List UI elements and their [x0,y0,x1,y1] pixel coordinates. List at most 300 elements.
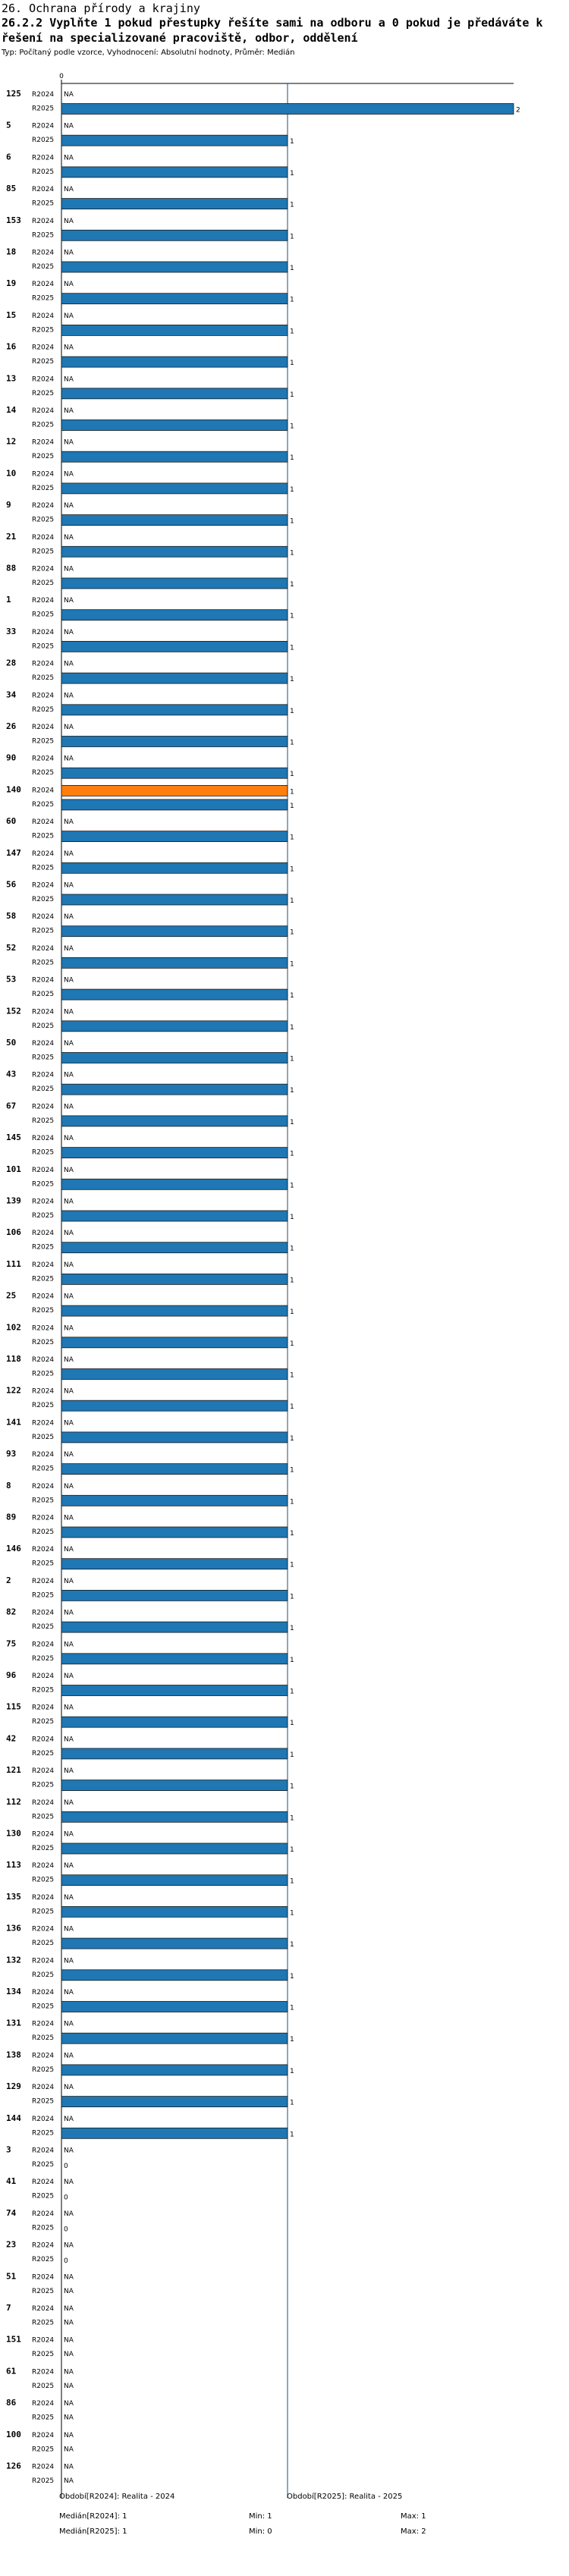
na-label: NA [64,2273,74,2282]
legend-period-2024: Období[R2024]: Realita - 2024 [59,2493,175,2501]
bar [61,862,288,873]
category-label: 153 [6,215,21,225]
category-label: 121 [6,1765,21,1776]
category-label: 6 [6,152,11,162]
data-label: 1 [290,233,294,241]
series-label: R2024 [32,755,55,763]
bar [61,1811,288,1822]
category-label: 147 [6,847,21,858]
series-label: R2024 [32,502,55,510]
series-label: R2025 [32,2351,55,2359]
bar [61,1305,288,1316]
na-label: NA [64,1957,74,1965]
series-label: R2024 [32,1008,55,1016]
series-label: R2025 [32,231,55,240]
data-label: 1 [290,1972,294,1981]
data-label: 1 [290,771,294,779]
bar [61,894,288,905]
na-label: NA [64,660,74,668]
data-label: 1 [290,391,294,399]
stat-max-2024: Max: 1 [401,2512,426,2521]
data-label: 1 [290,612,294,620]
series-label: R2024 [32,1040,55,1048]
data-label: 1 [290,1371,294,1380]
category-label: 141 [6,1417,21,1428]
data-label: 1 [290,2036,294,2044]
bar [61,451,288,462]
bar [61,104,514,115]
series-label: R2025 [32,1085,55,1094]
bar [61,1843,288,1854]
category-label: 58 [6,911,17,922]
category-label: 3 [6,2144,11,2155]
category-label: 102 [6,1322,21,1333]
category-label: 132 [6,1955,21,1965]
series-label: R2025 [32,2477,55,2485]
series-label: R2024 [32,1103,55,1111]
na-label: NA [64,755,74,763]
na-label: NA [64,1451,74,1459]
category-label: 101 [6,1164,21,1174]
series-label: R2025 [32,358,55,366]
na-label: NA [64,186,74,194]
series-label: R2024 [32,375,55,384]
data-label: 1 [290,676,294,684]
category-label: 135 [6,1891,21,1902]
series-label: R2024 [32,1198,55,1206]
category-label: 21 [6,531,17,542]
series-label: R2024 [32,1135,55,1143]
series-label: R2024 [32,407,55,415]
series-label: R2024 [32,1356,55,1364]
na-label: NA [64,1040,74,1048]
bar [61,1053,288,1063]
bar [61,1559,288,1569]
na-label: NA [64,1230,74,1238]
series-label: R2024 [32,1609,55,1617]
data-label: 0 [64,2163,68,2170]
series-label: R2024 [32,1830,55,1839]
bar [61,1527,288,1538]
series-label: R2024 [32,344,55,352]
data-label: 1 [290,992,294,1001]
series-label: R2024 [32,2210,55,2218]
data-label: 1 [290,454,294,463]
data-label: 1 [290,1245,294,1253]
category-label: 85 [6,184,17,194]
na-label: NA [64,1704,74,1712]
data-label: 1 [290,1720,294,1728]
series-label: R2025 [32,516,55,524]
series-label: R2025 [32,674,55,683]
bar [61,673,288,683]
series-label: R2024 [32,312,55,320]
series-label: R2024 [32,1230,55,1238]
bar [61,785,288,796]
series-label: R2024 [32,438,55,447]
series-label: R2025 [32,105,55,113]
na-label: NA [64,2414,74,2422]
data-label: 1 [290,1466,294,1475]
series-label: R2024 [32,1925,55,1934]
data-label: 1 [290,423,294,431]
series-label: R2025 [32,2129,55,2138]
data-label: 1 [290,2067,294,2075]
bar [61,1970,288,1981]
data-label: 1 [290,707,294,715]
bar [61,1622,288,1632]
bar [61,420,288,431]
category-label: 130 [6,1828,21,1839]
series-label: R2024 [32,724,55,731]
page-title: 26. Ochrana přírody a krajiny [2,2,200,15]
series-label: R2024 [32,944,55,953]
data-label: 1 [290,1403,294,1412]
na-label: NA [64,2336,74,2345]
series-label: R2024 [32,2273,55,2282]
category-label: 93 [6,1449,17,1459]
na-label: NA [64,91,74,99]
na-label: NA [64,2431,74,2439]
series-label: R2024 [32,1293,55,1301]
bar [61,641,288,652]
series-label: R2025 [32,2224,55,2232]
series-label: R2025 [32,1275,55,1283]
series-label: R2025 [32,864,55,872]
series-label: R2024 [32,2241,55,2250]
na-label: NA [64,1293,74,1301]
category-label: 43 [6,1069,17,1079]
data-label: 1 [290,1751,294,1759]
series-label: R2024 [32,2400,55,2408]
category-label: 113 [6,1860,21,1871]
series-label: R2025 [32,705,55,714]
series-label: R2024 [32,850,55,858]
category-label: 18 [6,247,17,257]
series-label: R2024 [32,2431,55,2439]
na-label: NA [64,1261,74,1269]
na-label: NA [64,944,74,953]
series-label: R2024 [32,154,55,162]
na-label: NA [64,1830,74,1839]
series-label: R2025 [32,800,55,809]
na-label: NA [64,1324,74,1333]
series-label: R2024 [32,2020,55,2028]
category-label: 145 [6,1132,21,1143]
category-label: 138 [6,2050,21,2060]
na-label: NA [64,2477,74,2485]
na-label: NA [64,1893,74,1902]
series-label: R2024 [32,2147,55,2155]
series-label: R2024 [32,2463,55,2471]
bar [61,1337,288,1348]
series-label: R2024 [32,660,55,668]
series-label: R2024 [32,628,55,636]
series-label: R2025 [32,1338,55,1346]
na-label: NA [64,1071,74,1079]
series-label: R2025 [32,2446,55,2454]
series-label: R2024 [32,1862,55,1871]
na-label: NA [64,375,74,384]
series-label: R2025 [32,927,55,935]
series-label: R2025 [32,1528,55,1536]
category-label: 96 [6,1670,17,1680]
bar [61,1116,288,1126]
data-label: 1 [290,2099,294,2107]
category-label: 136 [6,1923,21,1934]
series-label: R2025 [32,2414,55,2422]
na-label: NA [64,1641,74,1649]
na-label: NA [64,2319,74,2327]
category-label: 122 [6,1385,21,1396]
series-label: R2025 [32,1402,55,1410]
bar [61,1875,288,1886]
series-label: R2025 [32,137,55,145]
series-label: R2025 [32,1117,55,1125]
series-label: R2024 [32,1704,55,1712]
data-label: 1 [290,169,294,177]
series-label: R2025 [32,2161,55,2169]
series-label: R2024 [32,533,55,542]
bar [61,388,288,399]
series-label: R2024 [32,1798,55,1807]
bar [61,546,288,557]
na-label: NA [64,1482,74,1491]
bar [61,1369,288,1380]
category-label: 41 [6,2176,17,2187]
series-label: R2025 [32,263,55,271]
data-label: 1 [290,739,294,747]
bar [61,515,288,526]
bar [61,1654,288,1664]
na-label: NA [64,2179,74,2187]
data-label: 1 [290,1498,294,1506]
data-label: 1 [290,1593,294,1601]
data-label: 1 [290,960,294,969]
series-label: R2024 [32,1419,55,1428]
na-label: NA [64,1103,74,1111]
data-label: 1 [290,1340,294,1348]
series-label: R2025 [32,326,55,335]
data-label: 1 [290,485,294,494]
data-label: 0 [64,2226,68,2234]
data-label: 1 [290,1688,294,1696]
series-label: R2025 [32,2066,55,2074]
bar [61,737,288,747]
series-label: R2024 [32,1673,55,1680]
series-label: R2025 [32,580,55,587]
bar [61,294,288,304]
na-label: NA [64,2084,74,2092]
series-label: R2024 [32,1893,55,1902]
series-label: R2024 [32,692,55,700]
na-label: NA [64,850,74,858]
stat-median-2025: Medián[R2025]: 1 [59,2527,127,2536]
series-label: R2024 [32,2336,55,2345]
bar [61,1148,288,1158]
category-label: 52 [6,942,17,953]
na-label: NA [64,597,74,605]
category-label: 16 [6,341,17,352]
series-label: R2025 [32,294,55,303]
category-label: 25 [6,1290,17,1301]
bar [61,768,288,778]
category-label: 86 [6,2398,17,2408]
na-label: NA [64,1767,74,1776]
category-label: 129 [6,2081,21,2092]
series-label: R2025 [32,484,55,492]
category-label: 100 [6,2429,21,2439]
category-label: 34 [6,690,17,700]
series-label: R2025 [32,1433,55,1441]
na-label: NA [64,533,74,542]
na-label: NA [64,2241,74,2250]
category-label: 5 [6,120,11,130]
category-label: 106 [6,1227,21,1238]
series-label: R2025 [32,548,55,556]
stat-min-2024: Min: 1 [249,2512,272,2521]
bar [61,135,288,146]
data-label: 1 [290,1023,294,1032]
series-label: R2024 [32,881,55,890]
series-label: R2025 [32,769,55,778]
na-label: NA [64,154,74,162]
bar [61,578,288,589]
data-label: 0 [64,2257,68,2266]
series-label: R2024 [32,1514,55,1522]
series-label: R2025 [32,642,55,651]
series-label: R2025 [32,1022,55,1030]
na-label: NA [64,1673,74,1680]
category-label: 125 [6,89,21,99]
series-label: R2025 [32,1591,55,1600]
na-label: NA [64,1419,74,1428]
na-label: NA [64,1798,74,1807]
series-label: R2024 [32,1641,55,1649]
category-label: 139 [6,1195,21,1206]
category-label: 146 [6,1544,21,1554]
category-label: 9 [6,500,11,510]
series-label: R2024 [32,91,55,99]
na-label: NA [64,976,74,985]
series-label: R2025 [32,896,55,903]
series-label: R2024 [32,281,55,289]
series-label: R2025 [32,1781,55,1789]
data-label: 1 [290,201,294,209]
series-label: R2024 [32,1577,55,1585]
data-label: 1 [290,1182,294,1190]
series-label: R2025 [32,2382,55,2390]
series-label: R2024 [32,470,55,479]
series-label: R2025 [32,959,55,967]
na-label: NA [64,1135,74,1143]
bar [61,1590,288,1601]
na-label: NA [64,1862,74,1871]
data-label: 1 [290,1846,294,1854]
series-label: R2024 [32,122,55,130]
bar [61,989,288,1000]
series-label: R2024 [32,1957,55,1965]
data-label: 1 [290,328,294,336]
na-label: NA [64,1008,74,1016]
data-label: 1 [290,265,294,272]
category-label: 111 [6,1258,21,1269]
data-label: 1 [290,1656,294,1664]
bar [61,1400,288,1411]
na-label: NA [64,2382,74,2390]
bar [61,957,288,968]
bar [61,1780,288,1791]
series-label: R2024 [32,1261,55,1269]
series-label: R2024 [32,217,55,225]
data-label: 2 [516,106,520,115]
bar [61,1274,288,1284]
series-label: R2025 [32,1560,55,1568]
series-label: R2024 [32,1324,55,1333]
na-label: NA [64,122,74,130]
category-label: 42 [6,1733,17,1744]
category-label: 28 [6,658,17,668]
na-label: NA [64,344,74,352]
series-label: R2025 [32,1749,55,1758]
bar [61,1432,288,1443]
series-label: R2024 [32,186,55,194]
series-label: R2025 [32,1212,55,1220]
data-label: 1 [290,1277,294,1285]
na-label: NA [64,1925,74,1934]
bar [61,1242,288,1253]
category-label: 82 [6,1607,17,1617]
na-label: NA [64,407,74,415]
series-label: R2024 [32,1482,55,1491]
data-label: 1 [290,1055,294,1063]
na-label: NA [64,913,74,922]
data-label: 1 [290,788,294,796]
category-label: 131 [6,2018,21,2028]
bar [61,705,288,715]
bar [61,2128,288,2138]
data-label: 1 [290,549,294,558]
na-label: NA [64,1514,74,1522]
category-label: 152 [6,1006,21,1016]
category-label: 53 [6,974,17,985]
series-label: R2024 [32,2115,55,2123]
series-label: R2024 [32,1387,55,1396]
na-label: NA [64,502,74,510]
series-label: R2024 [32,1451,55,1459]
series-label: R2024 [32,1166,55,1174]
series-label: R2025 [32,1370,55,1378]
stat-min-2025: Min: 0 [249,2527,272,2536]
series-label: R2024 [32,1989,55,1996]
series-label: R2024 [32,249,55,257]
data-label: 1 [290,1909,294,1918]
category-label: 67 [6,1101,17,1111]
category-label: 151 [6,2334,21,2345]
series-label: R2025 [32,1307,55,1315]
series-label: R2025 [32,2319,55,2327]
data-label: 1 [290,1434,294,1443]
series-label: R2024 [32,2305,55,2313]
series-label: R2025 [32,1686,55,1695]
series-label: R2025 [32,2097,55,2106]
series-label: R2025 [32,1813,55,1821]
bar [61,1906,288,1917]
series-label: R2025 [32,1908,55,1916]
na-label: NA [64,2463,74,2471]
na-label: NA [64,1736,74,1744]
bar [61,2065,288,2075]
